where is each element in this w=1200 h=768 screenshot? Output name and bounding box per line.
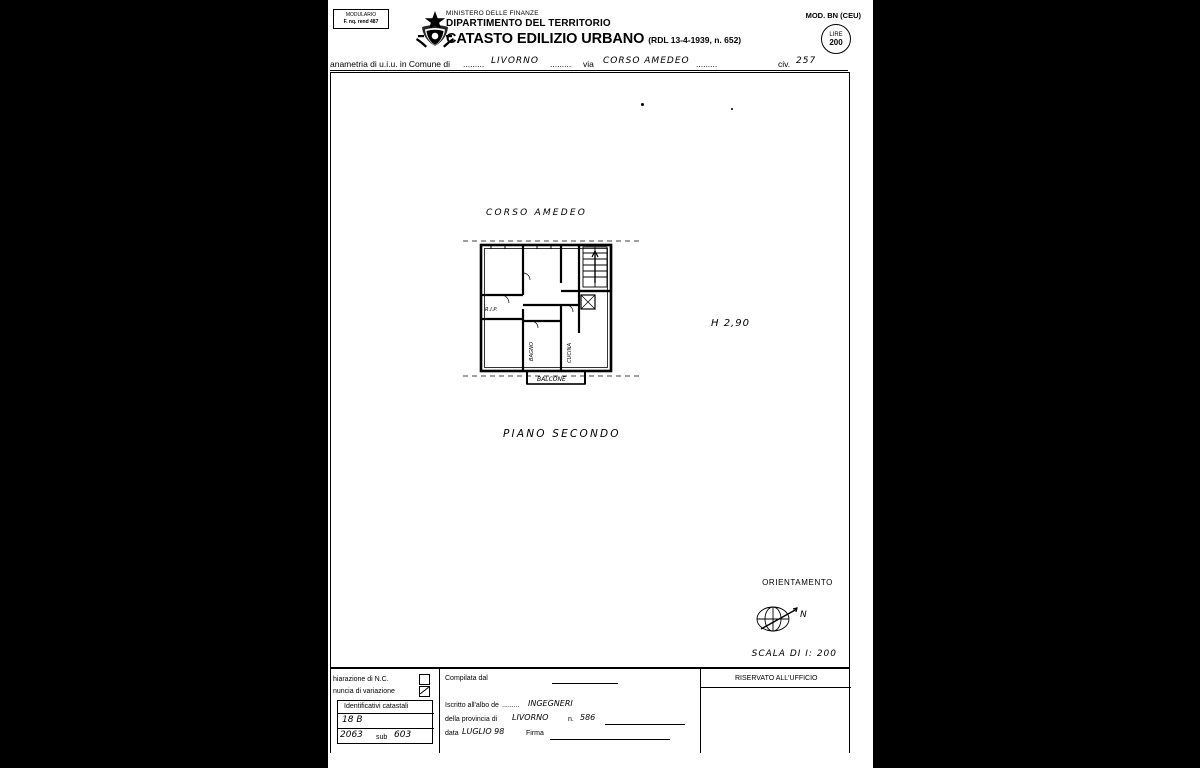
compilata-label: Compilata dal [445,675,488,682]
iscritto-label: Iscritto all'albo de [445,702,499,709]
catasto-title-row [446,31,741,47]
room-label-balcone: BALCONE [537,376,566,383]
denuncia-checkbox[interactable] [419,686,430,697]
identificativi-title: Identificativi catastali [344,703,409,710]
firma-rule [550,739,670,740]
compass-north-label: N [800,610,807,620]
subtitle-rule [330,70,848,71]
via-value: CORSO AMEDEO [603,56,690,66]
room-label-bagno: BAGNO [529,341,535,361]
ministry-line1: MINISTERO DELLE FINANZE [446,10,539,17]
stray-mark [731,108,733,110]
identificativi-sub-label: sub [376,734,388,741]
provincia-value: LIVORNO [512,713,549,722]
document-page [328,0,873,768]
firma-label: Firma [526,730,544,737]
via-label: via [583,59,594,69]
room-label-rip: R.I.P. [485,307,498,313]
numero-label: n. [568,716,574,723]
identificativi-box [337,700,433,744]
scale-label: SCALA DI I: 200 [751,649,837,659]
drawing-frame [330,72,850,668]
riservato-label: RISERVATO ALL'UFFICIO [735,675,818,682]
data-label: data [445,730,459,737]
document-footer [330,668,850,753]
identificativi-line1: 18 B [342,715,363,725]
identificativi-rule-2 [338,728,434,729]
compilata-rule [552,683,618,684]
plan-floor-label: PIANO SECONDO [503,428,621,440]
mod-code-label: MOD. BN (CEU) [805,11,861,20]
iscritto-value: INGEGNERI [528,699,573,708]
subtitle-line [328,56,873,72]
data-value: LUGLIO 98 [462,727,505,736]
subtitle-dots-2: ......... [550,59,572,69]
ministry-titles [446,10,741,47]
lire-stamp-label: LIRE [829,32,843,38]
provincia-label: della provincia di [445,716,498,723]
numero-value: 586 [580,713,596,722]
identificativi-rule-1 [338,713,434,714]
modulario-line1: MODULARIO [345,12,377,18]
subtitle-dots-3: ......... [696,59,718,69]
orientation-label: ORIENTAMENTO [762,578,833,587]
document-header [328,0,873,58]
iscritto-dots: ......... [502,702,520,709]
civ-label: civ. [778,59,791,69]
subtitle-dots-1: ......... [463,59,485,69]
modulario-box [333,9,389,29]
catasto-title: CATASTO EDILIZIO URBANO [446,31,645,47]
civ-value: 257 [796,56,817,66]
floor-plan-drawing [461,233,641,388]
footer-denuncia-label: nuncia di variazione [333,688,395,695]
subtitle-prefix: anametria di u.i.u. in Comune di [330,59,451,69]
stray-mark [641,103,644,106]
provincia-rule [605,724,685,725]
identificativi-sub-value: 603 [394,730,412,740]
footer-column-declaration [331,669,439,753]
footer-column-office [701,669,851,753]
ministry-line2: DIPARTIMENTO DEL TERRITORIO [446,18,611,29]
lire-stamp [821,24,851,54]
plan-height-label: H 2,90 [711,318,750,329]
lire-stamp-amount: 200 [829,38,843,47]
plan-street-label: CORSO AMEDEO [486,208,587,218]
room-label-cucina: CUCINA [567,342,573,363]
comune-value: LIVORNO [491,56,539,66]
office-rule [701,687,851,688]
compass-icon [747,598,811,640]
footer-dichiarazione-label: hiarazione di N.C. [333,676,389,683]
footer-column-compiler [439,669,701,753]
dichiarazione-checkbox[interactable] [419,674,430,685]
catasto-law-ref: (RDL 13-4-1939, n. 652) [648,35,742,45]
modulario-line2: F. nq. rend 487 [343,19,379,25]
identificativi-foglio: 2063 [340,730,363,740]
